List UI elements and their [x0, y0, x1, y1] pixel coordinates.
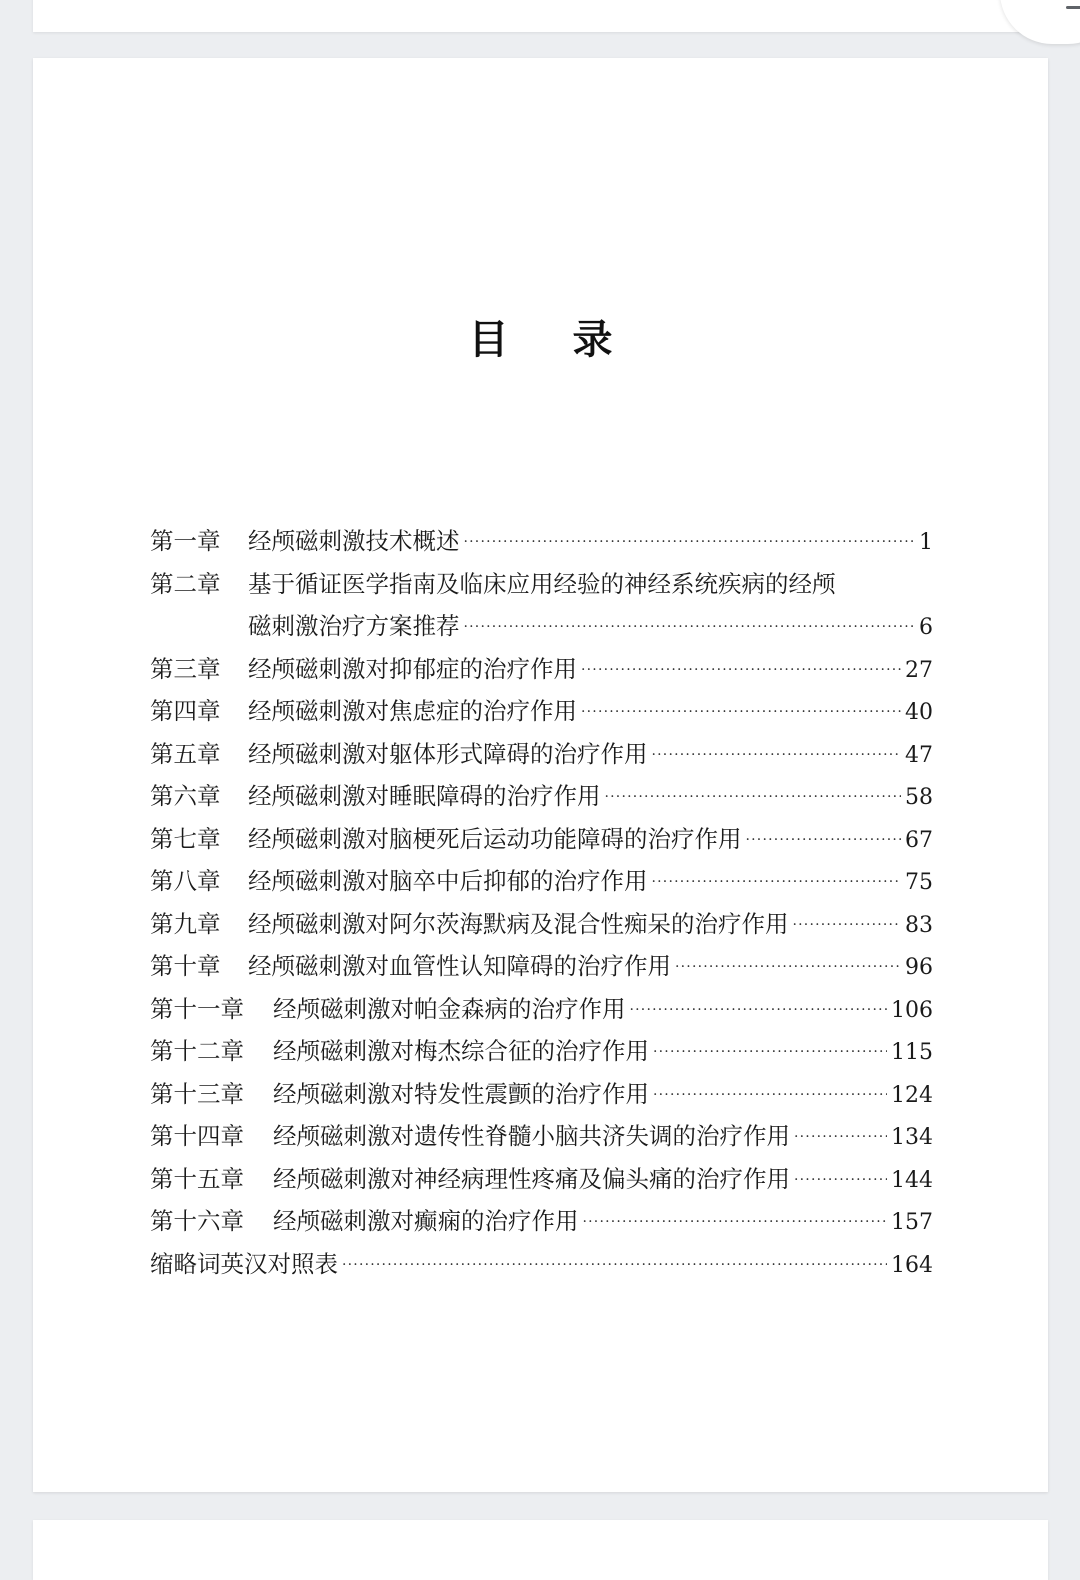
next-page	[33, 1520, 1048, 1580]
chapter-label: 第一章	[150, 527, 221, 555]
dot-leader	[605, 790, 902, 804]
entry-title-continued: 磁刺激治疗方案推荐	[248, 612, 460, 640]
toc-entry[interactable]	[150, 1117, 933, 1160]
page-number: 40	[905, 700, 933, 725]
toc-entry[interactable]	[150, 820, 933, 863]
toc-entry[interactable]	[150, 947, 933, 990]
dot-leader	[653, 1045, 887, 1059]
entry-title: 经颅磁刺激对血管性认知障碍的治疗作用	[248, 952, 671, 980]
previous-page	[33, 0, 1048, 32]
toc-entry[interactable]	[150, 777, 933, 820]
dot-leader	[630, 1003, 888, 1017]
toc-entry[interactable]	[150, 735, 933, 778]
entry-title: 经颅磁刺激对焦虑症的治疗作用	[248, 697, 577, 725]
toc-title: 目录	[468, 316, 677, 363]
page-number: 1	[919, 530, 933, 555]
chapter-label: 第五章	[150, 739, 221, 768]
toc-entry[interactable]	[150, 1245, 933, 1288]
chapter-label: 第十四章	[150, 1122, 244, 1150]
page-number: 75	[905, 870, 933, 895]
toc-entry[interactable]	[150, 1202, 933, 1245]
chapter-label: 第六章	[150, 782, 221, 810]
page-number: 6	[919, 615, 933, 640]
chapter-label: 第七章	[150, 824, 221, 853]
page-number: 124	[891, 1082, 933, 1108]
page-number: 115	[891, 1040, 933, 1065]
toc-entry[interactable]	[150, 1032, 933, 1075]
page-number: 164	[891, 1252, 933, 1278]
entry-title: 经颅磁刺激对阿尔茨海默病及混合性痴呆的治疗作用	[248, 909, 789, 938]
dot-leader	[794, 1173, 887, 1187]
toc-entry[interactable]	[150, 905, 933, 948]
dot-leader	[581, 705, 901, 719]
entry-title: 经颅磁刺激对帕金森病的治疗作用	[273, 994, 626, 1023]
chapter-label: 第十三章	[150, 1079, 244, 1108]
dot-leader	[581, 663, 901, 677]
entry-title: 经颅磁刺激对睡眠障碍的治疗作用	[248, 782, 601, 810]
menu-icon	[1066, 6, 1080, 9]
toc-entry[interactable]	[150, 990, 933, 1033]
entry-title: 经颅磁刺激对遗传性脊髓小脑共济失调的治疗作用	[273, 1122, 790, 1150]
entry-title: 经颅磁刺激对特发性震颤的治疗作用	[273, 1079, 649, 1108]
chapter-label: 第三章	[150, 654, 221, 683]
toc-list	[150, 522, 933, 1287]
entry-title: 经颅磁刺激对癫痫的治疗作用	[273, 1207, 579, 1235]
page-number: 58	[905, 785, 933, 810]
page-number: 134	[891, 1125, 933, 1150]
dot-leader	[342, 1258, 887, 1272]
entry-title: 经颅磁刺激对脑梗死后运动功能障碍的治疗作用	[248, 824, 742, 853]
page-number: 144	[891, 1167, 933, 1193]
document-page	[33, 58, 1048, 1492]
dot-leader	[793, 918, 902, 932]
toc-entry[interactable]	[150, 565, 933, 650]
dot-leader	[653, 1088, 887, 1102]
dot-leader	[652, 748, 902, 762]
dot-leader	[675, 960, 901, 974]
chapter-label: 第二章	[150, 569, 221, 598]
entry-title: 经颅磁刺激技术概述	[248, 527, 460, 555]
dot-leader	[794, 1130, 887, 1144]
chapter-label: 第十五章	[150, 1164, 244, 1193]
chapter-label: 第十二章	[150, 1037, 244, 1065]
page-number: 83	[905, 912, 933, 938]
toc-entry[interactable]	[150, 650, 933, 693]
entry-title: 缩略词英汉对照表	[150, 1249, 338, 1278]
chapter-label: 第十一章	[150, 994, 244, 1023]
dot-leader	[464, 620, 916, 634]
chapter-label: 第九章	[150, 909, 221, 938]
toc-entry[interactable]	[150, 1075, 933, 1118]
entry-title: 经颅磁刺激对神经病理性疼痛及偏头痛的治疗作用	[273, 1164, 790, 1193]
chapter-label: 第十章	[150, 952, 221, 980]
dot-leader	[652, 875, 902, 889]
chapter-label: 第四章	[150, 697, 221, 725]
toc-entry[interactable]	[150, 862, 933, 905]
chapter-label: 第十六章	[150, 1207, 244, 1235]
entry-title: 经颅磁刺激对躯体形式障碍的治疗作用	[248, 739, 648, 768]
corner-menu-button[interactable]	[1000, 0, 1080, 44]
dot-leader	[583, 1215, 888, 1229]
page-number: 96	[905, 955, 933, 980]
page-number: 27	[905, 657, 933, 683]
toc-entry[interactable]	[150, 1160, 933, 1203]
page-number: 106	[891, 997, 933, 1023]
entry-title: 经颅磁刺激对脑卒中后抑郁的治疗作用	[248, 867, 648, 895]
page-number: 157	[891, 1210, 933, 1235]
toc-entry[interactable]	[150, 522, 933, 565]
page-number: 47	[905, 742, 933, 768]
entry-title: 基于循证医学指南及临床应用经验的神经系统疾病的经颅	[248, 569, 836, 598]
page-number: 67	[905, 827, 933, 853]
toc-entry[interactable]	[150, 692, 933, 735]
dot-leader	[746, 833, 902, 847]
dot-leader	[464, 535, 916, 549]
chapter-label: 第八章	[150, 867, 221, 895]
entry-title: 经颅磁刺激对抑郁症的治疗作用	[248, 654, 577, 683]
entry-title: 经颅磁刺激对梅杰综合征的治疗作用	[273, 1037, 649, 1065]
